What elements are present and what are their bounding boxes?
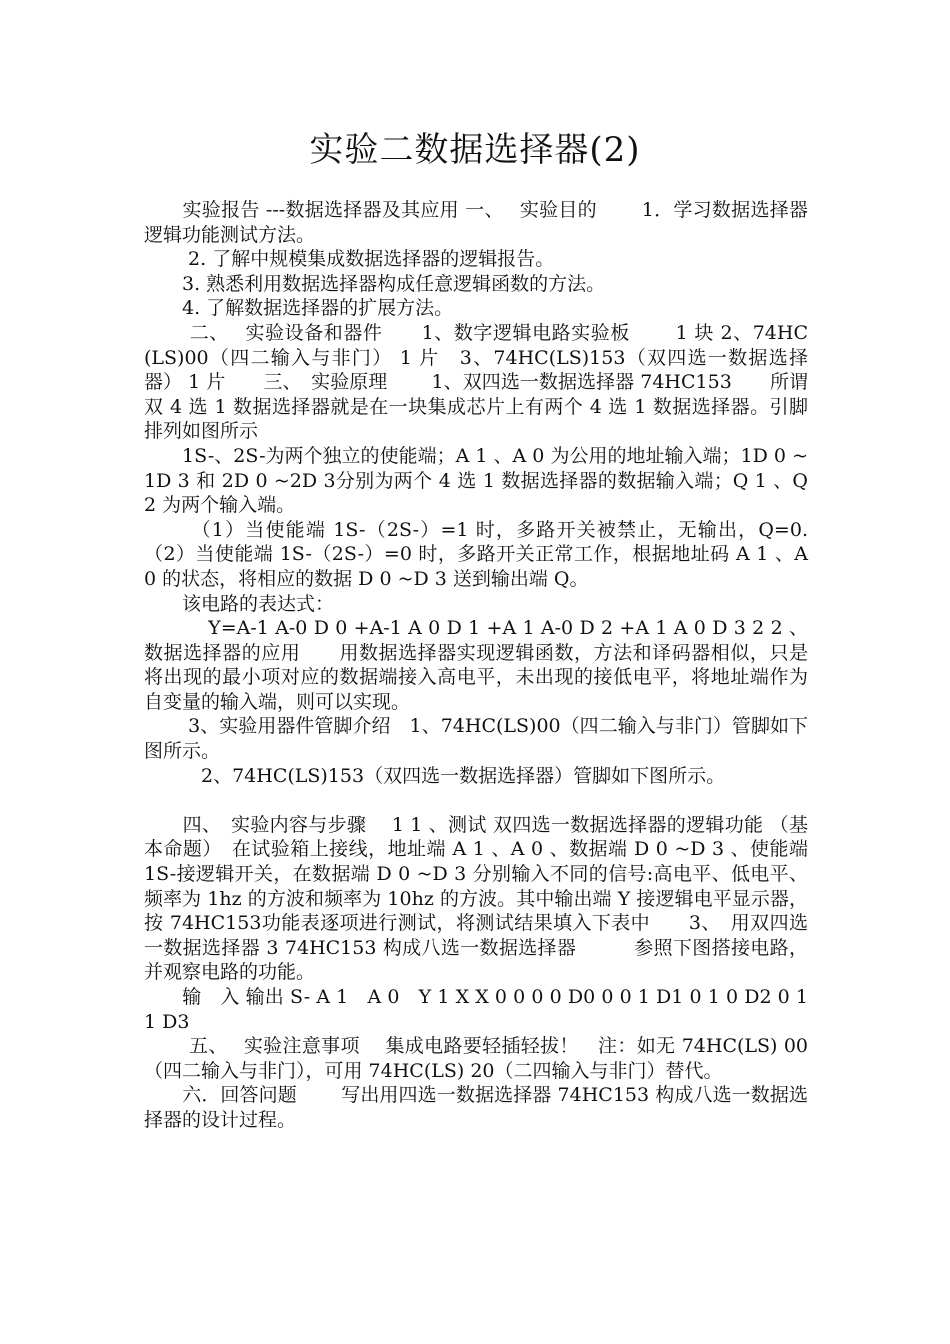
paragraph-pin-intro-1: 3、实验用器件管脚介绍 1、74HC(LS)00（四二输入与非门）管脚如下图所示。: [144, 715, 808, 763]
blank-line: [144, 788, 808, 813]
paragraph-enable-pins: 1S-、2S-为两个独立的使能端；A 1 、A 0 为公用的地址输入端；1D 0 ~1D 3 和 2D 0 ~2D 3分别为两个 4 选 1 数据选择器的数据输入端；Q 1 、Q 2 为两个输入端。: [144, 444, 815, 517]
paragraph-procedure: 四、 实验内容与步骤 1 1 、测试 双四选一数据选择器的逻辑功能 （基本命题） 在试验箱上接线，地址端 A 1 、A 0 、数据端 D 0 ~D 3 、使能端 1S-接逻辑开关，在数据端 D 0 ~D 3 分别输入不同的信号:高电平、低电平、频率为 1hz 的方波和频率为 10hz 的方波。其中输出端 Y 接逻辑电平显示器，按 74HC153功能表逐项进行测试，将测试结果填入下表中 3、 用双四选一数据选择器 3 74HC153 构成八选一数据选择器 参照下图搭接电路，并观察电路的功能。: [144, 813, 815, 984]
paragraph-truth-table: 输 入 输出 S- A 1 A 0 Y 1 X X 0 0 0 0 D0 0 0 1 D1 0 1 0 D2 0 1 1 D3: [144, 986, 815, 1033]
paragraph-purpose-2: 2. 了解中规模集成数据选择器的逻辑报告。: [144, 248, 555, 271]
document-title: 实验二数据选择器(2): [309, 130, 641, 170]
paragraph-experiment-purpose: 实验报告 ---数据选择器及其应用 一、 实验目的 1．学习数据选择器逻辑功能测试方法。: [144, 199, 808, 246]
paragraph-questions: 六．回答问题 写出用四选一数据选择器 74HC153 构成八选一数据选择器的设计过程。: [144, 1084, 808, 1131]
paragraph-purpose-4: 4. 了解数据选择器的扩展方法。: [144, 297, 454, 320]
paragraph-expression-label: 该电路的表达式：: [144, 592, 335, 615]
paragraph-expression: Y=A-1 A-0 D 0 +A-1 A 0 D 1 +A 1 A-0 D 2 +A 1 A 0 D 3 2 2 、数据选择器的应用 用数据选择器实现逻辑函数，方法和译码器相似，只是将出现的最小项对应的数据端接入高电平，未出现的接低电平，将地址端作为自变量的输入端，则可以实现。: [144, 617, 808, 713]
document-body: [144, 198, 815, 1133]
paragraph-equipment-principle: 二、 实验设备和器件 1、数字逻辑电路实验板 1 块 2、74HC(LS)00（四二输入与非门） 1 片 3、74HC(LS)153（双四选一数据选择器） 1 片 三、 实验原理 1、双四选一数据选择器 74HC153 所谓双 4 选 1 数据选择器就是在一块集成芯片上有两个 4 选 1 数据选择器。引脚排列如图所示: [144, 321, 808, 443]
paragraph-purpose-3: 3. 熟悉利用数据选择器构成任意逻辑函数的方法。: [144, 272, 606, 295]
paragraph-enable-conditions: （1）当使能端 1S-（2S-）=1 时，多路开关被禁止，无输出，Q=0. （2）当使能端 1S-（2S-）=0 时，多路开关正常工作，根据地址码 A 1 、A 0 的状态，将相应的数据 D 0 ~D 3 送到输出端 Q。: [144, 518, 815, 590]
paragraph-pin-intro-2: 2、74HC(LS)153（双四选一数据选择器）管脚如下图所示。: [144, 764, 726, 787]
paragraph-notes: 五、 实验注意事项 集成电路要轻插轻拔！ 注：如无 74HC(LS) 00（四二输入与非门），可用 74HC(LS) 20（二四输入与非门）替代。: [144, 1035, 808, 1082]
